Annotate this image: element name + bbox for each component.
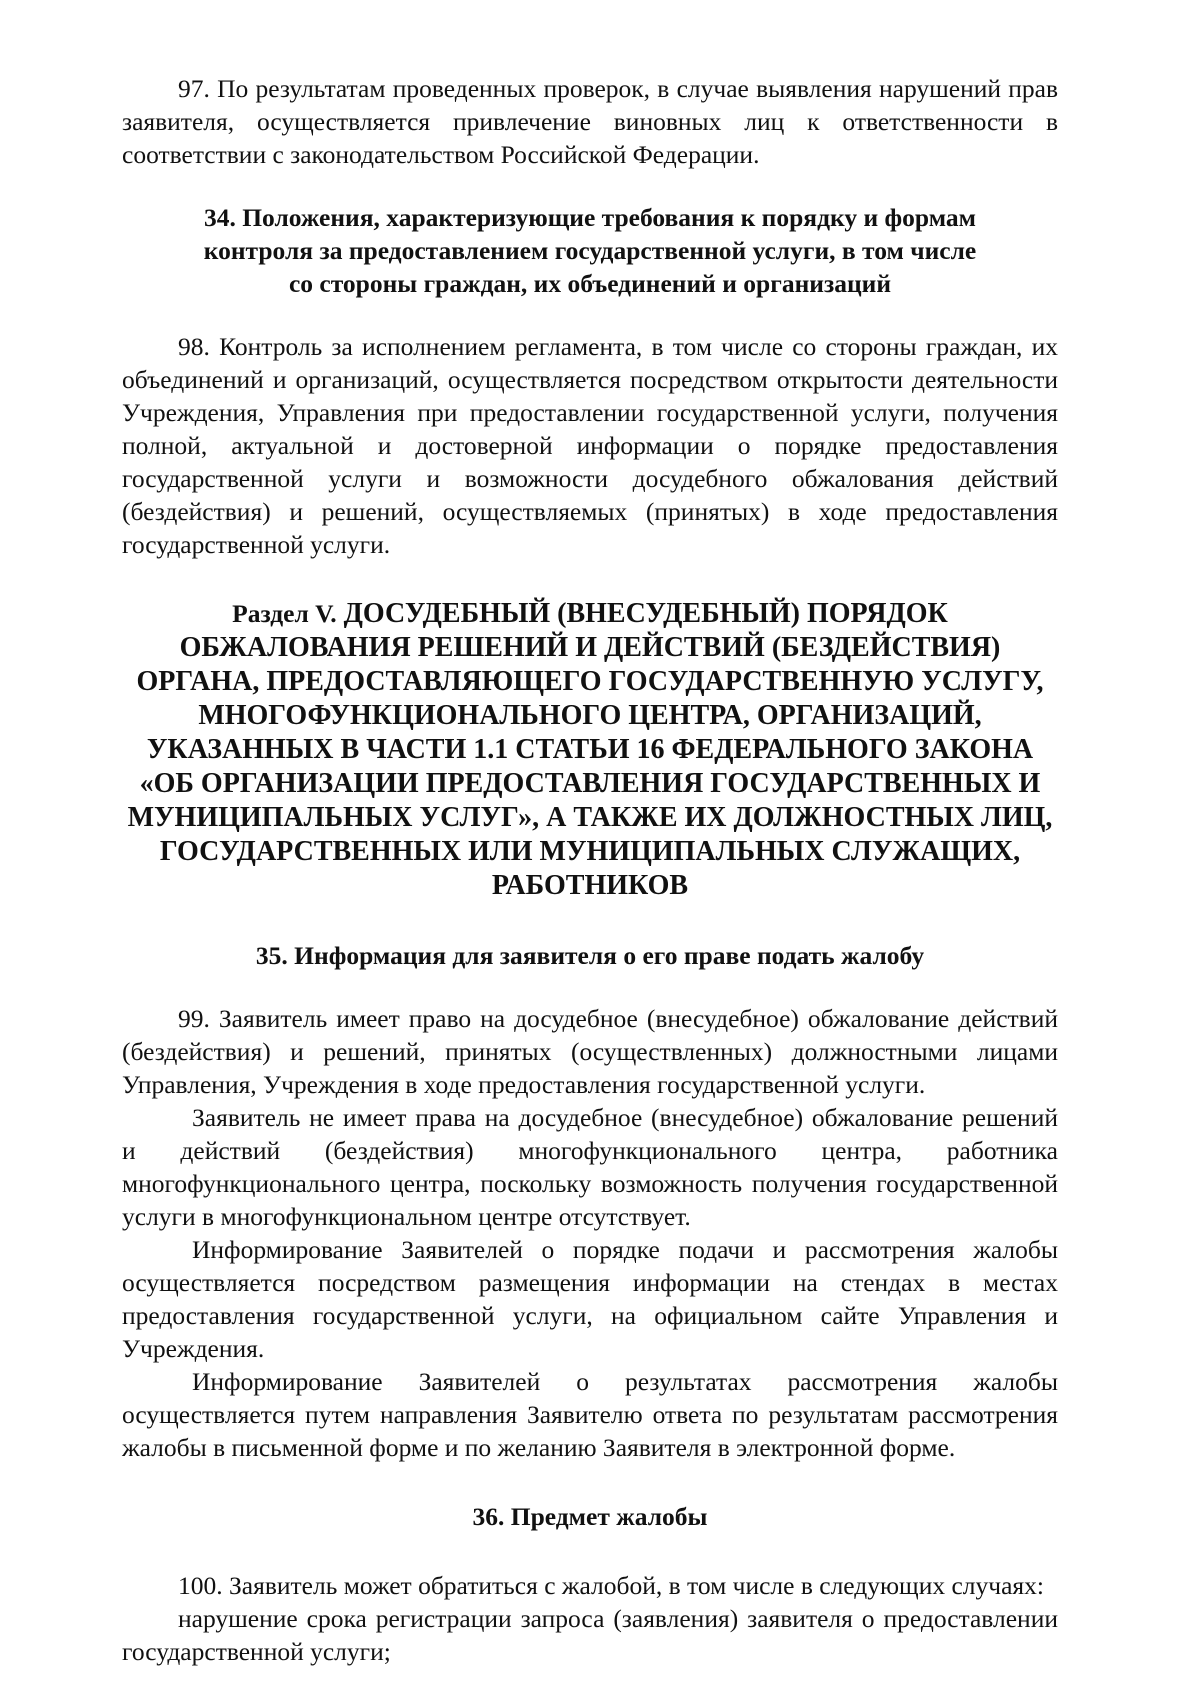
- paragraph-99-b: Заявитель не имеет права на досудебное (внесудебное) обжалование решений и действий (бездействия) многофункционального центра, работника многофункционального центра, поскольку возможность получения государственной услуги в многофункциональном центре отсутствует.: [122, 1103, 1058, 1231]
- heading-34: 34. Положения, характеризующие требования к порядку и формам контроля за предоставлением государственной услуги, в том числе со стороны граждан, их объединений и организаций: [203, 203, 977, 298]
- paragraph-98: 98. Контроль за исполнением регламента, в том числе со стороны граждан, их объединений и организаций, осуществляется посредством открытости деятельности Учреждения, Управления при предоставлении государственной услуги, получения полной, актуальной и достоверной информации о порядке предоставления государственной услуги и возможности досудебного обжалования действий (бездействия) и решений, осуществляемых (принятых) в ходе предоставления государственной услуги.: [122, 332, 1058, 559]
- section-v-lead: Раздел V.: [232, 599, 337, 628]
- paragraph-99-d: Информирование Заявителей о результатах рассмотрения жалобы осуществляется путем направления Заявителю ответа по результатам рассмотрения жалобы в письменной форме и по желанию Заявителя в электронной форме.: [122, 1367, 1058, 1462]
- paragraph-100-a: нарушение срока регистрации запроса (заявления) заявителя о предоставлении государственной услуги;: [122, 1604, 1058, 1666]
- paragraph-99: 99. Заявитель имеет право на досудебное (внесудебное) обжалование действий (бездействия) и решений, принятых (осуществленных) должностными лицами Управления, Учреждения в ходе предоставления государственной услуги.: [122, 1004, 1058, 1099]
- document-body: [122, 72, 1058, 1668]
- section-v-heading: [122, 597, 1058, 903]
- paragraph-100: 100. Заявитель может обратиться с жалобой, в том числе в следующих случаях:: [178, 1571, 1044, 1600]
- paragraph-99-c: Информирование Заявителей о порядке подачи и рассмотрения жалобы осуществляется посредством размещения информации на стендах в местах предоставления государственной услуги, на официальном сайте Управления и Учреждения.: [122, 1235, 1058, 1363]
- heading-35: 35. Информация для заявителя о его праве подать жалобу: [255, 941, 925, 970]
- heading-36: 36. Предмет жалобы: [472, 1502, 708, 1531]
- paragraph-97: 97. По результатам проведенных проверок, в случае выявления нарушений прав заявителя, осуществляется привлечение виновных лиц к ответственности в соответствии с законодательством Российской Федерации.: [122, 74, 1058, 169]
- section-v-title: ДОСУДЕБНЫЙ (ВНЕСУДЕБНЫЙ) ПОРЯДОК ОБЖАЛОВАНИЯ РЕШЕНИЙ И ДЕЙСТВИЙ (БЕЗДЕЙСТВИЯ) ОРГАНА, ПРЕДОСТАВЛЯЮЩЕГО ГОСУДАРСТВЕННУЮ УСЛУГУ, МНОГОФУНКЦИОНАЛЬНОГО ЦЕНТРА, ОРГАНИЗАЦИЙ, УКАЗАННЫХ В ЧАСТИ 1.1 СТАТЬИ 16 ФЕДЕРАЛЬНОГО ЗАКОНА «ОБ ОРГАНИЗАЦИИ ПРЕДОСТАВЛЕНИЯ ГОСУДАРСТВЕННЫХ И МУНИЦИПАЛЬНЫХ УСЛУГ», А ТАКЖЕ ИХ ДОЛЖНОСТНЫХ ЛИЦ, ГОСУДАРСТВЕННЫХ ИЛИ МУНИЦИПАЛЬНЫХ СЛУЖАЩИХ, РАБОТНИКОВ: [127, 598, 1053, 901]
